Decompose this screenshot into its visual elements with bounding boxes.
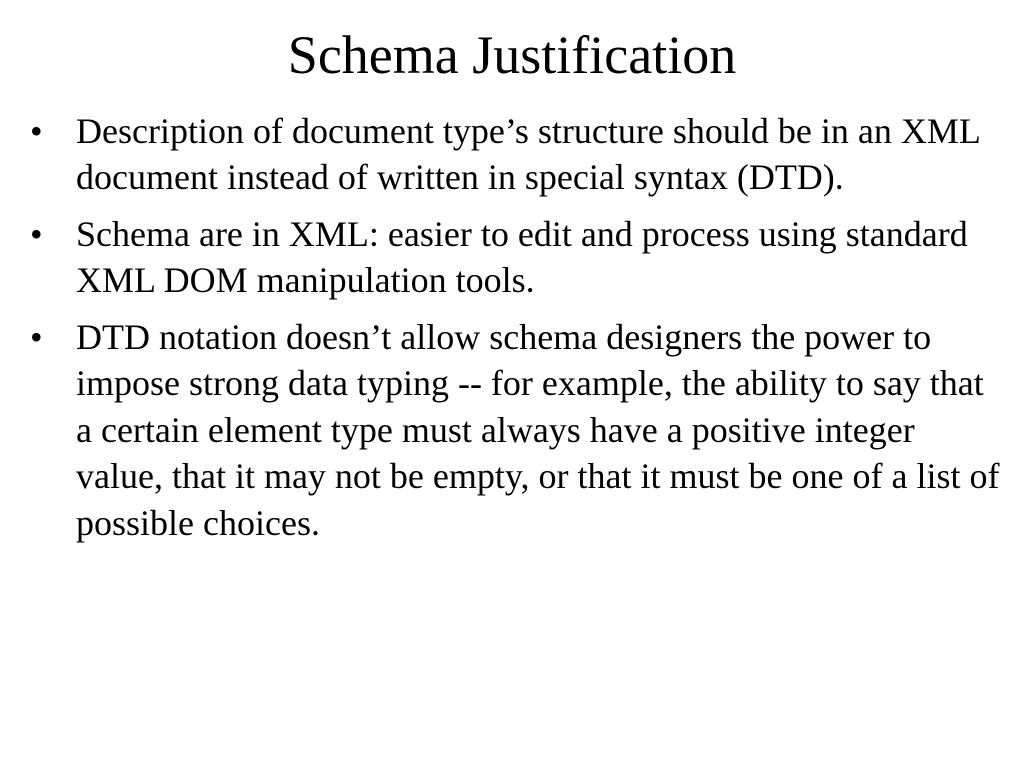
bullet-item bbox=[30, 211, 1005, 304]
bullet-text: DTD notation doesn’t allow schema designers the power to impose strong data typing -- for example, the ability to say that a certain element type must always have a positive integer value, that it may not be empty, or that it must be one of a list of possible choices. bbox=[76, 316, 1000, 543]
bullet-item bbox=[30, 314, 1005, 546]
bullet-icon: • bbox=[30, 111, 43, 151]
bullet-icon: • bbox=[30, 316, 43, 357]
bullet-item bbox=[30, 108, 1005, 201]
slide-title: Schema Justification bbox=[287, 25, 737, 85]
bullet-icon: • bbox=[30, 213, 43, 254]
bullet-list bbox=[30, 108, 1005, 556]
bullet-text: Description of document type’s structure should be in an XML document instead of written in special syntax (DTD). bbox=[76, 111, 980, 198]
bullet-text: Schema are in XML: easier to edit and process using standard XML DOM manipulation tools. bbox=[76, 213, 968, 301]
